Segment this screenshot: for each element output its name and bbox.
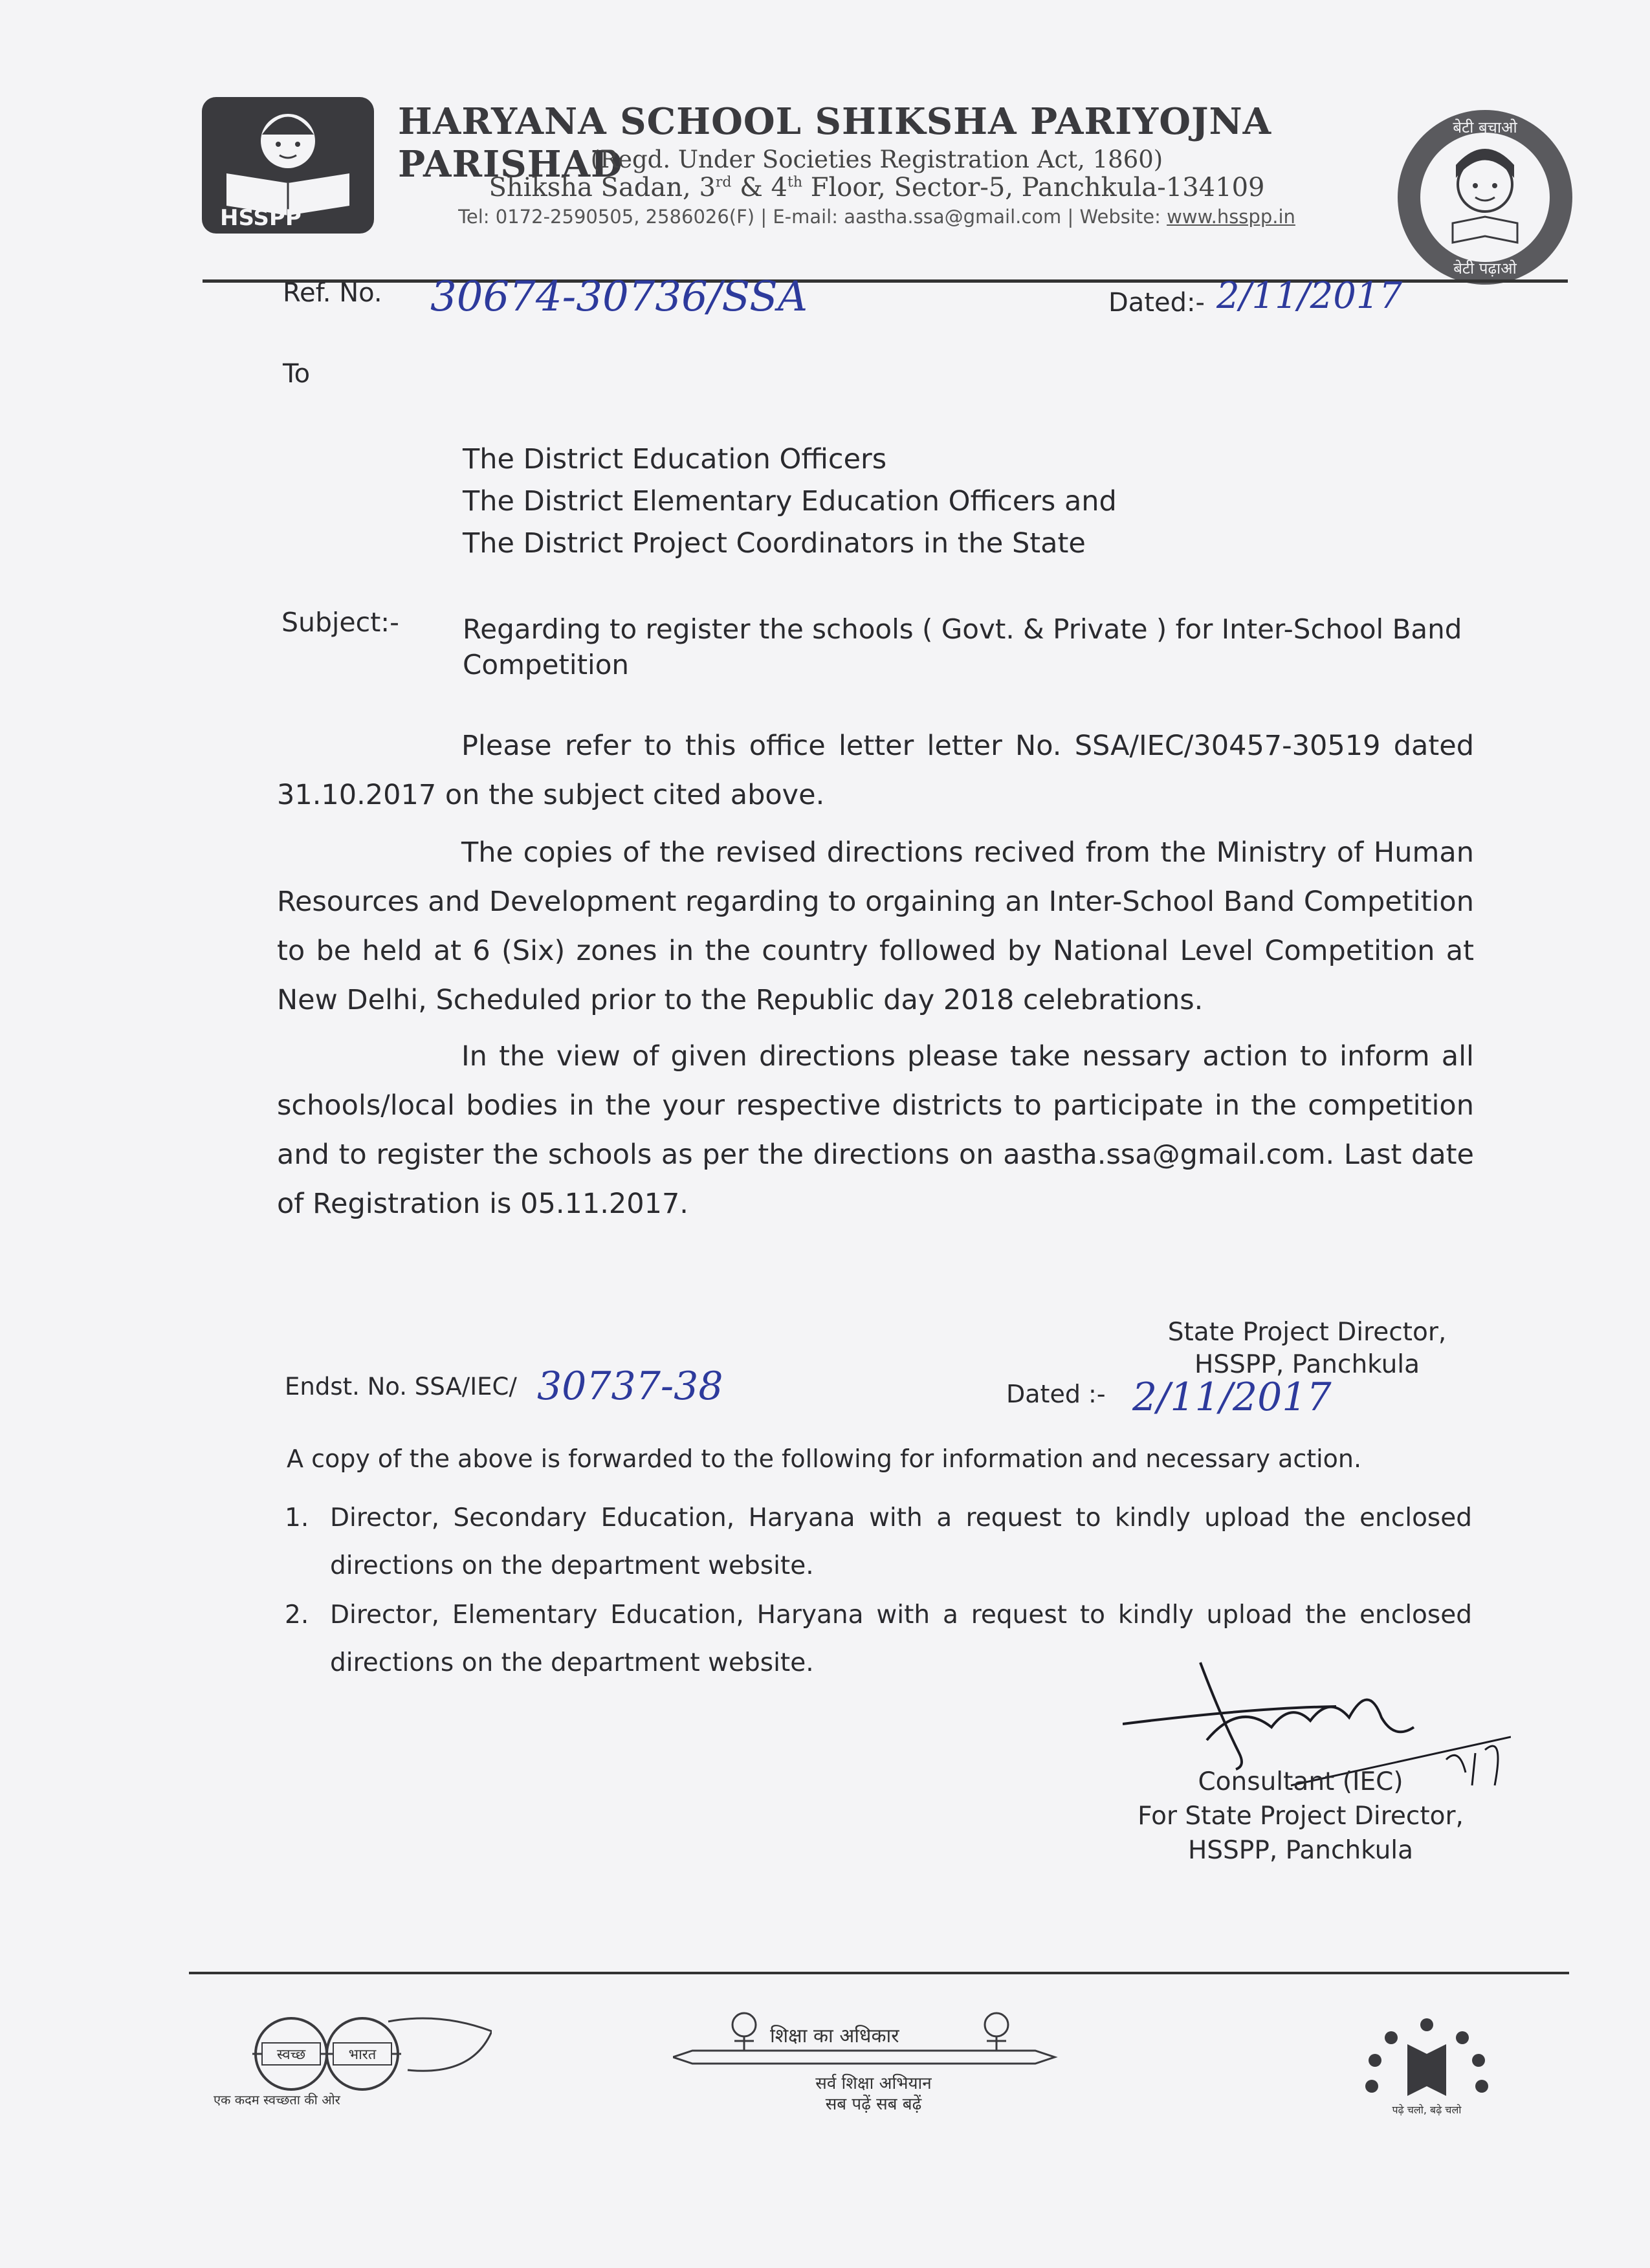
hsspp-logo: [201, 96, 375, 235]
endorsement-number-handwritten: 30737-38: [537, 1364, 723, 1409]
ref-number-handwritten: 30674-30736/SSA: [430, 273, 808, 321]
padhe-chalo-logo: [1346, 1999, 1508, 2102]
org-registration: (Regd. Under Societies Registration Act, 1860): [590, 146, 1163, 173]
body-paragraph: The copies of the revised directions recived from the Ministry of Human Resources and Development regarding to orgaining an Inter-School Band Competition to be held at 6 (Six) zones in the country followed by National Level Competition at New Delhi, Scheduled prior to the Republic day 2018 celebrations.: [277, 836, 1474, 1016]
list-item: 2. Director, Elementary Education, Haryana with a request to kindly upload the enclosed directions on the department website.: [285, 1600, 1472, 1677]
list-item: 1. Director, Secondary Education, Haryana with a request to kindly upload the enclosed directions on the department website.: [285, 1503, 1472, 1580]
rte-label: शिक्षा का अधिकार: [770, 2025, 899, 2047]
recipient-line: The District Elementary Education Officers and: [463, 485, 1117, 518]
body-paragraph: Please refer to this office letter letter No. SSA/IEC/30457-30519 dated 31.10.2017 on the subject cited above.: [277, 730, 1474, 811]
dated-value-handwritten: 2/11/2017: [1216, 275, 1403, 317]
ref-label: Ref. No.: [283, 278, 382, 308]
org-contact: Tel: 0172-2590505, 2586026(F) | E-mail: aastha.ssa@gmail.com | Website: www.hsspp.in: [458, 206, 1295, 228]
recipient-line: The District Education Officers: [463, 443, 887, 475]
body-paragraph: In the view of given directions please take nessary action to inform all schools/local bodies in the your respective districts to participate in the competition and to register the schools as per the directions on aastha.ssa@gmail.com. Last date of Registration is 05.11.2017.: [277, 1040, 1474, 1220]
subject-label: Subject:-: [281, 607, 399, 638]
footer-divider: [189, 1972, 1569, 1974]
swachh-caption: एक कदम स्वच्छता की ओर: [214, 2092, 340, 2108]
svg-text:HSSPP: HSSPP: [220, 205, 302, 231]
org-title: HARYANA SCHOOL SHIKSHA PARIYOJNA PARISHAD: [398, 100, 1272, 186]
ssa-caption: सर्व शिक्षा अभियान सब पढ़ें सब बढ़ें: [815, 2074, 932, 2114]
endorsement-dated-label: Dated :-: [1006, 1380, 1106, 1408]
svg-text:भारत: भारत: [348, 2047, 377, 2063]
svg-text:बेटी पढ़ाओ: बेटी पढ़ाओ: [1453, 259, 1517, 278]
padhe-chalo-caption: पढ़े चलो, बढ़े चलो: [1392, 2104, 1462, 2116]
dated-label: Dated:-: [1108, 288, 1205, 318]
org-address: Shiksha Sadan, 3rd & 4th Floor, Sector-5, Panchkula-134109: [489, 173, 1265, 202]
endorsement-dated-handwritten: 2/11/2017: [1132, 1375, 1332, 1420]
svg-text:बेटी बचाओ: बेटी बचाओ: [1453, 118, 1517, 136]
recipient-line: The District Project Coordinators in the State: [463, 527, 1086, 560]
signatory-title: State Project Director, HSSPP, Panchkula: [1167, 1318, 1447, 1379]
website-link[interactable]: www.hsspp.in: [1167, 206, 1295, 228]
to-label: To: [283, 359, 311, 389]
subject-text: Regarding to register the schools ( Govt. & Private ) for Inter-School Band Competition: [463, 613, 1462, 681]
endorsement-label: Endst. No. SSA/IEC/: [285, 1373, 517, 1401]
svg-text:स्वच्छ: स्वच्छ: [276, 2047, 306, 2063]
copy-forward-text: A copy of the above is forwarded to the following for information and necessary action.: [287, 1445, 1362, 1473]
signature-block: Consultant (IEC) For State Project Director, HSSPP, Panchkula: [1138, 1767, 1464, 1865]
beti-bachao-seal: [1394, 107, 1576, 288]
